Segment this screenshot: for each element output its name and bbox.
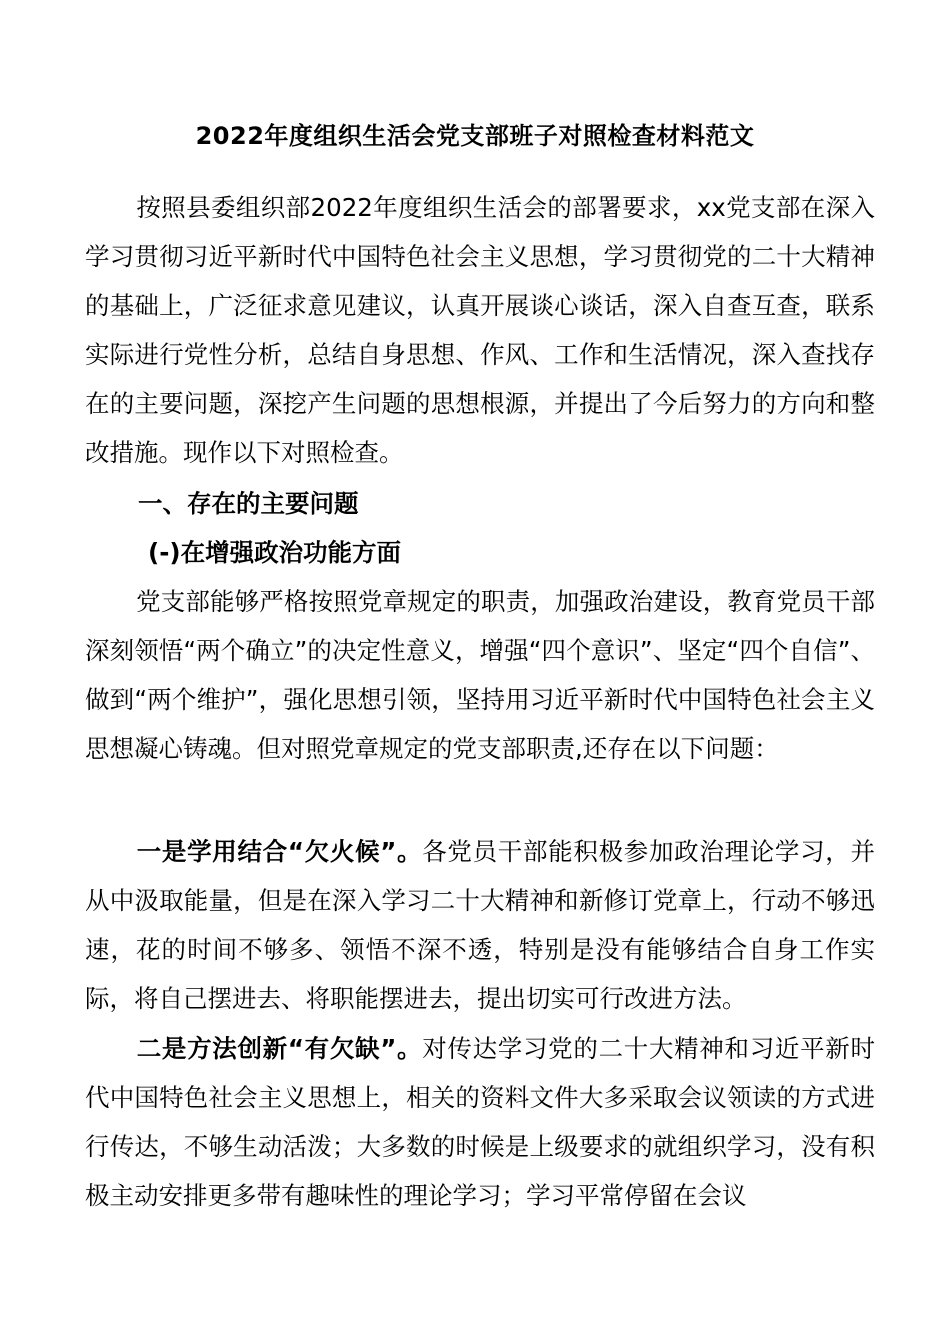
subsection-intro-text: 党支部能够严格按照党章规定的职责，加强政治建设，教育党员干部深刻领悟“两个确立”的决定性意义，增强“四个意识”、坚定“四个自信”、做到“两个维护”，强化思想引领，坚持用习近平新时代中国特色社会主义思想凝心铸魂。但对照党章规定的党支部职责,还存在以下问题： bbox=[85, 587, 875, 763]
subsection-heading: (-)在增强政治功能方面 bbox=[148, 538, 402, 567]
issue-text-1: 各党员干部能积极参加政治理论学习，并从中汲取能量，但是在深入学习二十大精神和新修订党章上，行动不够迅速，花的时间不够多、领悟不深不透，特别是没有能够结合自身工作实际，将自己摆进去、将职能摆进去，提出切实可行改进方法。 bbox=[85, 837, 876, 1013]
issue-paragraph-2 bbox=[85, 1024, 875, 1220]
subsection-intro-paragraph bbox=[85, 577, 875, 773]
issue-lead-2: 二是方法创新“有欠缺”。 bbox=[136, 1034, 423, 1063]
issue-lead-1: 一是学用结合“欠火候”。 bbox=[136, 837, 423, 866]
issue-paragraph-1 bbox=[85, 827, 875, 1023]
issue-text-2: 对传达学习党的二十大精神和习近平新时代中国特色社会主义思想上，相关的资料文件大多采取会议领读的方式进行传达，不够生动活泼；大多数的时候是上级要求的就组织学习，没有积极主动安排更多带有趣味性的理论学习；学习平常停留在会议 bbox=[85, 1034, 876, 1210]
intro-text: 按照县委组织部2022年度组织生活会的部署要求，xx党支部在深入学习贯彻习近平新时代中国特色社会主义思想，学习贯彻党的二十大精神的基础上，广泛征求意见建议，认真开展谈心谈话，深入自查互查，联系实际进行党性分析，总结自身思想、作风、工作和生活情况，深入查找存在的主要问题，深挖产生问题的思想根源，并提出了今后努力的方向和整改措施。现作以下对照检查。 bbox=[85, 193, 875, 467]
document-title: 2022年度组织生活会党支部班子对照检查材料范文 bbox=[195, 122, 755, 150]
intro-paragraph bbox=[85, 183, 875, 477]
section-heading: 一、存在的主要问题 bbox=[138, 489, 359, 518]
